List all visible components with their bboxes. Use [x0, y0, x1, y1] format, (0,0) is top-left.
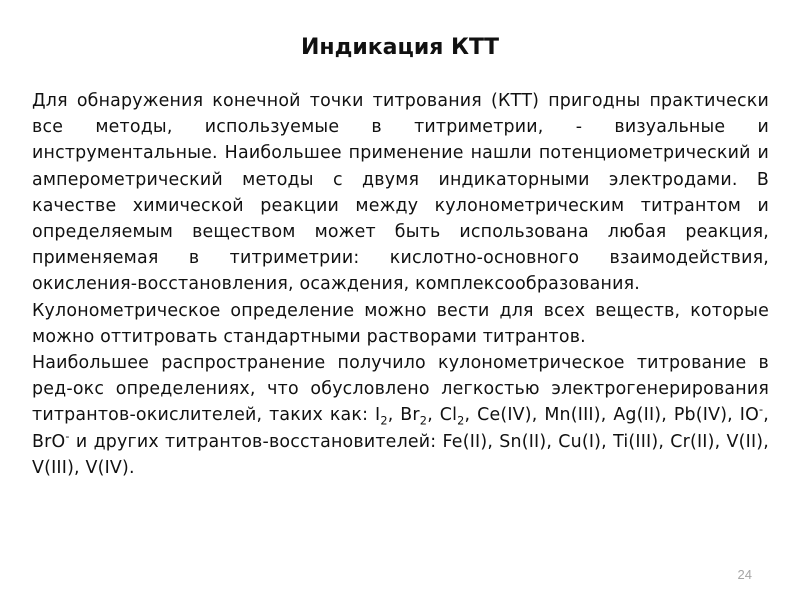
slide-body: [32, 88, 769, 481]
slide-page-number: 24: [737, 567, 752, 582]
bromine-text: , Br: [387, 405, 420, 426]
redox-intro-text: Наибольшее распространение получило кулонометрическое титрование в ред-окс определениях, что обусловлено легкостью электрогенерирования титрантов-окислителей, таких как: I: [32, 353, 769, 426]
paragraph-ktt-methods: Для обнаружения конечной точки титрования (КТТ) пригодны практически все методы, используемые в титриметрии, - визуальные и инструментальные. Наибольшее применение нашли потенциометрический и амперометрический методы с двумя индикаторными электродами. В качестве химической реакции между кулонометрическим титрантом и определяемым веществом может быть использована любая реакция, применяемая в титриметрии: кислотно-основного взаимодействия, окисления-восстановления, осаждения, комплексообразования.: [32, 91, 769, 295]
oxidants-list-text: , Ce(IV), Mn(III), Ag(II), Pb(IV), IO: [464, 405, 759, 426]
bromate-text: , BrO: [32, 405, 769, 452]
reductants-list-text: и других титрантов-восстановителей: Fe(II), Sn(II), Cu(I), Ti(III), Cr(II), V(II), V(III), V(IV).: [32, 431, 769, 478]
iodine-subscript: 2: [380, 414, 388, 428]
bromate-superscript: -: [65, 429, 70, 443]
chlorine-text: , Cl: [427, 405, 458, 426]
chlorine-subscript: 2: [457, 414, 465, 428]
iodate-superscript: -: [758, 403, 764, 417]
slide-title: Индикация КТТ: [300, 35, 500, 60]
bromine-subscript: 2: [419, 414, 428, 428]
paragraph-redox-titration: [32, 350, 769, 481]
paragraph-coulometric-determination: Кулонометрическое определение можно вести для всех веществ, которые можно оттитровать стандартными растворами титрантов.: [32, 300, 769, 347]
